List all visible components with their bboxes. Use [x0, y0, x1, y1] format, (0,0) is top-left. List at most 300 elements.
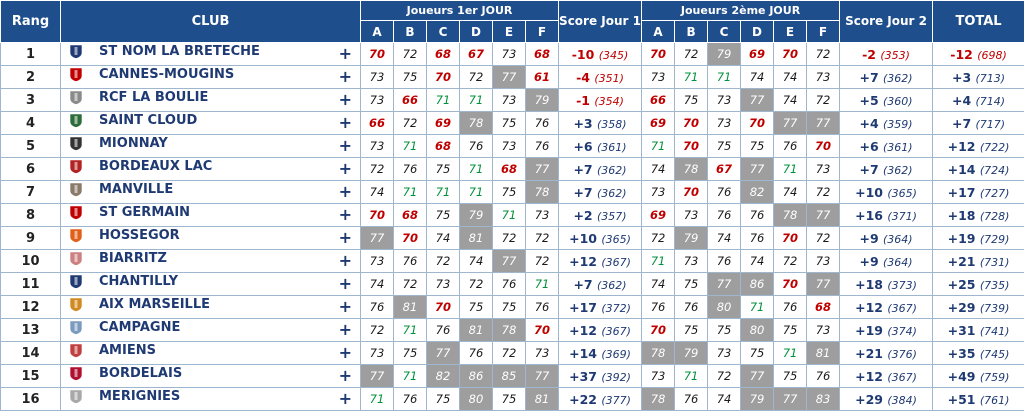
player-score-cell: 72 [807, 89, 840, 112]
player-score-cell: 75 [675, 273, 708, 296]
player-score-cell: 76 [708, 204, 741, 227]
player-d-header: D [741, 21, 774, 43]
player-score-cell: 73 [807, 250, 840, 273]
player-score-cell: 77 [361, 227, 394, 250]
player-score-cell: 70 [526, 319, 559, 342]
total-value: +29 [947, 299, 976, 315]
score-day2-value: +18 [855, 276, 883, 292]
player-score-cell: 78 [493, 319, 526, 342]
club-name: MIONNAY [99, 136, 168, 151]
score-day1-strokes: (392) [601, 370, 631, 384]
total-strokes: (713) [975, 71, 1006, 85]
score-day2-strokes: (376) [887, 347, 917, 361]
player-score-cell: 74 [774, 89, 807, 112]
rank-cell: 13 [1, 319, 61, 342]
total-strokes: (727) [979, 186, 1010, 200]
player-score-cell: 75 [427, 388, 460, 411]
club-name: CAMPAGNE [99, 320, 181, 335]
player-score-cell: 71 [394, 181, 427, 204]
player-score-cell: 71 [526, 273, 559, 296]
expand-plus-icon[interactable]: + [338, 389, 352, 408]
score-day1-value: +7 [573, 184, 593, 200]
score-day2-cell [840, 273, 933, 296]
score-day1-value: +17 [569, 299, 597, 315]
player-score-cell: 71 [774, 342, 807, 365]
player-score-cell: 68 [427, 135, 460, 158]
score-day1-strokes: (362) [596, 163, 627, 177]
score-day1-cell [559, 135, 642, 158]
score-day1-strokes: (377) [601, 393, 631, 407]
score-day1-strokes: (369) [601, 347, 631, 361]
total-cell [933, 158, 1024, 181]
crest-icon [69, 320, 83, 335]
player-score-cell: 71 [642, 135, 675, 158]
score-day1-value: +7 [573, 161, 593, 177]
player-score-cell: 77 [741, 158, 774, 181]
player-b-header: B [394, 21, 427, 43]
score-day2-cell [840, 89, 933, 112]
player-score-cell: 76 [807, 365, 840, 388]
score-day1-strokes: (351) [594, 71, 624, 85]
player-score-cell: 77 [493, 66, 526, 89]
table-row [1, 227, 1024, 250]
player-score-cell: 71 [741, 296, 774, 319]
player-score-cell: 69 [642, 112, 675, 135]
score-day2-strokes: (374) [887, 324, 917, 338]
player-score-cell: 81 [526, 388, 559, 411]
player-score-cell: 77 [708, 273, 741, 296]
table-row [1, 342, 1024, 365]
player-score-cell: 80 [708, 296, 741, 319]
expand-plus-icon[interactable]: + [338, 159, 352, 178]
player-score-cell: 71 [774, 158, 807, 181]
table-row [1, 181, 1024, 204]
score-day1-cell [559, 319, 642, 342]
player-score-cell: 76 [394, 388, 427, 411]
rank-cell: 14 [1, 342, 61, 365]
player-score-cell: 74 [361, 273, 394, 296]
total-strokes: (759) [979, 370, 1010, 384]
table-row [1, 204, 1024, 227]
player-score-cell: 78 [642, 342, 675, 365]
player-score-cell: 76 [741, 204, 774, 227]
total-cell [933, 250, 1024, 273]
score-day2-value: +12 [855, 299, 883, 315]
expand-plus-icon[interactable]: + [338, 228, 352, 247]
player-score-cell: 71 [460, 89, 493, 112]
player-score-cell: 83 [807, 388, 840, 411]
score-day1-cell [559, 296, 642, 319]
total-cell [933, 135, 1024, 158]
score-day2-value: +19 [855, 322, 883, 338]
player-score-cell: 73 [675, 204, 708, 227]
player-c-header: C [427, 21, 460, 43]
expand-plus-icon[interactable]: + [338, 366, 352, 385]
player-score-cell: 73 [361, 250, 394, 273]
player-score-cell: 76 [394, 250, 427, 273]
player-score-cell: 77 [427, 342, 460, 365]
player-score-cell: 70 [394, 227, 427, 250]
player-score-cell: 74 [741, 66, 774, 89]
player-score-cell: 74 [427, 227, 460, 250]
expand-plus-icon[interactable]: + [338, 205, 352, 224]
total-strokes: (728) [979, 209, 1010, 223]
score-day1-value: +3 [573, 115, 593, 131]
player-score-cell: 75 [493, 388, 526, 411]
score-day1-cell [559, 181, 642, 204]
total-value: +21 [947, 253, 976, 269]
club-name: AMIENS [99, 343, 156, 358]
player-score-cell: 75 [741, 135, 774, 158]
tree-crest-icon [69, 113, 83, 128]
club-name: BIARRITZ [99, 251, 167, 266]
club-cell [61, 296, 361, 319]
cross-crest-icon [69, 90, 83, 105]
shield-icon [69, 44, 83, 59]
rank-cell: 7 [1, 181, 61, 204]
score-day2-strokes: (362) [883, 71, 913, 85]
club-cell [61, 89, 361, 112]
player-score-cell: 76 [361, 296, 394, 319]
player-score-cell: 73 [361, 66, 394, 89]
rank-cell: 10 [1, 250, 61, 273]
expand-plus-icon[interactable]: + [338, 251, 352, 270]
player-score-cell: 61 [526, 66, 559, 89]
player-score-cell: 73 [427, 273, 460, 296]
player-score-cell: 74 [741, 250, 774, 273]
player-score-cell: 72 [394, 43, 427, 66]
player-score-cell: 71 [427, 181, 460, 204]
total-strokes: (698) [977, 48, 1007, 62]
score-day2-cell [840, 112, 933, 135]
club-header: CLUB [61, 1, 361, 43]
player-score-cell: 73 [708, 112, 741, 135]
player-score-cell: 66 [361, 112, 394, 135]
club-cell [61, 135, 361, 158]
player-score-cell: 72 [774, 250, 807, 273]
club-cell [61, 250, 361, 273]
score-day2-strokes: (367) [887, 370, 917, 384]
score-day2-value: +16 [855, 207, 883, 223]
club-cell [61, 388, 361, 411]
rank-cell: 1 [1, 43, 61, 66]
score-day2-strokes: (373) [887, 278, 917, 292]
player-score-cell: 75 [427, 158, 460, 181]
player-score-cell: 71 [708, 66, 741, 89]
club-cell [61, 204, 361, 227]
score-day2-cell [840, 158, 933, 181]
score-day2-strokes: (361) [883, 140, 913, 154]
player-score-cell: 72 [361, 158, 394, 181]
expand-plus-icon[interactable]: + [338, 90, 352, 109]
total-value: +3 [951, 69, 972, 85]
player-score-cell: 71 [675, 365, 708, 388]
table-row [1, 365, 1024, 388]
score-day2-value: +7 [859, 69, 879, 85]
club-name: SAINT CLOUD [99, 113, 198, 128]
club-cell [61, 66, 361, 89]
player-score-cell: 79 [526, 89, 559, 112]
score-day2-strokes: (364) [883, 232, 913, 246]
player-score-cell: 72 [460, 273, 493, 296]
player-score-cell: 78 [642, 388, 675, 411]
player-score-cell: 75 [493, 296, 526, 319]
player-score-cell: 76 [708, 181, 741, 204]
score-day1-cell [559, 342, 642, 365]
score-day2-cell [840, 135, 933, 158]
player-score-cell: 76 [394, 158, 427, 181]
player-score-cell: 77 [526, 365, 559, 388]
player-score-cell: 78 [675, 158, 708, 181]
score-day1-value: +37 [569, 368, 597, 384]
score-day2-cell [840, 296, 933, 319]
total-value: +35 [947, 345, 976, 361]
player-score-cell: 70 [427, 66, 460, 89]
score-day2-cell [840, 204, 933, 227]
player-score-cell: 70 [361, 43, 394, 66]
player-score-cell: 71 [394, 135, 427, 158]
player-score-cell: 74 [774, 66, 807, 89]
score-day1-strokes: (357) [596, 209, 627, 223]
player-score-cell: 70 [361, 204, 394, 227]
expand-plus-icon[interactable]: + [338, 297, 352, 316]
score-day1-cell [559, 227, 642, 250]
score-day1-cell [559, 158, 642, 181]
score-day1-cell [559, 112, 642, 135]
club-cell [61, 342, 361, 365]
score-day2-value: +5 [859, 92, 879, 108]
player-score-cell: 76 [427, 319, 460, 342]
player-c-header: C [708, 21, 741, 43]
expand-plus-icon[interactable]: + [338, 182, 352, 201]
total-value: +17 [947, 184, 976, 200]
player-score-cell: 86 [741, 273, 774, 296]
total-cell [933, 227, 1024, 250]
player-score-cell: 68 [394, 204, 427, 227]
player-score-cell: 72 [460, 66, 493, 89]
score-day2-strokes: (384) [887, 393, 917, 407]
table-row [1, 66, 1024, 89]
score-day2-cell [840, 342, 933, 365]
club-cell [61, 365, 361, 388]
player-score-cell: 74 [642, 273, 675, 296]
table-row [1, 250, 1024, 273]
rank-cell: 8 [1, 204, 61, 227]
score-day2-value: +7 [859, 161, 879, 177]
player-score-cell: 75 [741, 342, 774, 365]
player-score-cell: 76 [675, 296, 708, 319]
player-score-cell: 69 [642, 204, 675, 227]
total-cell [933, 66, 1024, 89]
player-score-cell: 72 [807, 227, 840, 250]
score-day1-strokes: (362) [596, 278, 627, 292]
expand-plus-icon[interactable]: + [338, 274, 352, 293]
score-day1-cell [559, 89, 642, 112]
player-score-cell: 73 [642, 66, 675, 89]
rank-cell: 2 [1, 66, 61, 89]
player-score-cell: 70 [642, 319, 675, 342]
shield-icon [69, 274, 83, 289]
table-row [1, 158, 1024, 181]
player-score-cell: 68 [807, 296, 840, 319]
score-day2-cell [840, 43, 933, 66]
player-score-cell: 71 [394, 365, 427, 388]
player-score-cell: 78 [774, 204, 807, 227]
expand-plus-icon[interactable]: + [338, 343, 352, 362]
player-score-cell: 73 [708, 342, 741, 365]
score-day2-cell [840, 365, 933, 388]
club-name: CANNES-MOUGINS [99, 67, 235, 82]
player-score-cell: 80 [460, 388, 493, 411]
total-strokes: (729) [979, 232, 1010, 246]
rank-header: Rang [1, 1, 61, 43]
rank-cell: 16 [1, 388, 61, 411]
player-score-cell: 71 [642, 250, 675, 273]
player-score-cell: 73 [675, 250, 708, 273]
expand-plus-icon[interactable]: + [338, 136, 352, 155]
expand-plus-icon[interactable]: + [338, 67, 352, 86]
score-day2-strokes: (364) [883, 255, 913, 269]
player-score-cell: 70 [675, 181, 708, 204]
rank-cell: 4 [1, 112, 61, 135]
club-cell [61, 181, 361, 204]
player-score-cell: 73 [807, 66, 840, 89]
score-day1-value: +6 [573, 138, 593, 154]
table-row [1, 112, 1024, 135]
score-day1-cell [559, 43, 642, 66]
score-day1-strokes: (358) [596, 117, 627, 131]
player-score-cell: 71 [460, 158, 493, 181]
total-cell [933, 388, 1024, 411]
total-strokes: (714) [975, 94, 1006, 108]
score-day1-strokes: (372) [601, 301, 631, 315]
total-cell [933, 319, 1024, 342]
player-score-cell: 82 [427, 365, 460, 388]
player-score-cell: 75 [427, 204, 460, 227]
player-score-cell: 73 [361, 342, 394, 365]
total-header: TOTAL [933, 1, 1024, 43]
club-cell [61, 158, 361, 181]
shield-icon [69, 366, 83, 381]
shield-icon [69, 228, 83, 243]
player-score-cell: 72 [807, 43, 840, 66]
total-value: +12 [947, 138, 976, 154]
player-score-cell: 79 [675, 227, 708, 250]
player-score-cell: 70 [774, 227, 807, 250]
player-score-cell: 77 [741, 89, 774, 112]
total-value: +25 [947, 276, 976, 292]
total-cell [933, 342, 1024, 365]
player-score-cell: 76 [526, 112, 559, 135]
player-score-cell: 76 [675, 388, 708, 411]
score-day2-strokes: (365) [887, 186, 917, 200]
player-score-cell: 70 [774, 273, 807, 296]
player-score-cell: 71 [493, 204, 526, 227]
score-day2-value: +9 [859, 253, 879, 269]
player-score-cell: 74 [361, 181, 394, 204]
player-score-cell: 70 [774, 43, 807, 66]
player-score-cell: 77 [526, 158, 559, 181]
player-score-cell: 73 [361, 135, 394, 158]
player-score-cell: 76 [460, 135, 493, 158]
player-score-cell: 74 [774, 181, 807, 204]
table-row [1, 296, 1024, 319]
player-score-cell: 79 [675, 342, 708, 365]
player-score-cell: 72 [394, 273, 427, 296]
player-score-cell: 77 [774, 112, 807, 135]
score-day2-strokes: (367) [887, 301, 917, 315]
score-day1-value: +12 [569, 253, 597, 269]
club-cell [61, 319, 361, 342]
score-day1-value: +7 [573, 276, 593, 292]
player-score-cell: 81 [460, 319, 493, 342]
player-score-cell: 77 [493, 250, 526, 273]
score-day2-strokes: (362) [883, 163, 913, 177]
player-score-cell: 74 [708, 227, 741, 250]
expand-plus-icon[interactable]: + [338, 113, 352, 132]
club-name: HOSSEGOR [99, 228, 180, 243]
score-day1-header: Score Jour 1 [559, 1, 642, 43]
table-row [1, 43, 1024, 66]
score-day1-cell [559, 66, 642, 89]
total-strokes: (722) [979, 140, 1010, 154]
player-score-cell: 75 [675, 319, 708, 342]
player-score-cell: 75 [774, 319, 807, 342]
player-score-cell: 75 [708, 319, 741, 342]
score-day1-cell [559, 250, 642, 273]
score-day2-value: -2 [862, 46, 876, 62]
player-score-cell: 73 [526, 204, 559, 227]
player-score-cell: 71 [675, 66, 708, 89]
player-score-cell: 73 [493, 135, 526, 158]
player-score-cell: 73 [493, 89, 526, 112]
total-cell [933, 112, 1024, 135]
score-day1-strokes: (345) [598, 48, 629, 62]
player-score-cell: 74 [460, 250, 493, 273]
expand-plus-icon[interactable]: + [338, 320, 352, 339]
player-score-cell: 76 [460, 342, 493, 365]
player-score-cell: 71 [394, 319, 427, 342]
player-score-cell: 70 [427, 296, 460, 319]
score-day2-value: +21 [855, 345, 883, 361]
club-name: BORDELAIS [99, 366, 183, 381]
score-day2-value: +10 [855, 184, 883, 200]
player-score-cell: 72 [427, 250, 460, 273]
expand-plus-icon[interactable]: + [338, 44, 352, 63]
player-score-cell: 77 [807, 273, 840, 296]
club-name: BORDEAUX LAC [99, 159, 213, 174]
player-score-cell: 79 [708, 43, 741, 66]
player-score-cell: 73 [493, 43, 526, 66]
rank-cell: 11 [1, 273, 61, 296]
player-score-cell: 75 [493, 181, 526, 204]
player-score-cell: 75 [460, 296, 493, 319]
shield-icon [69, 205, 83, 220]
total-strokes: (761) [979, 393, 1010, 407]
player-score-cell: 73 [708, 89, 741, 112]
score-day2-value: +29 [855, 391, 883, 407]
player-score-cell: 72 [807, 181, 840, 204]
player-f-header: F [526, 21, 559, 43]
player-score-cell: 70 [807, 135, 840, 158]
player-score-cell: 70 [741, 112, 774, 135]
club-name: MANVILLE [99, 182, 174, 197]
score-day1-cell [559, 388, 642, 411]
score-day2-value: +4 [859, 115, 879, 131]
score-day1-value: -4 [576, 69, 590, 85]
player-e-header: E [774, 21, 807, 43]
score-day2-cell [840, 388, 933, 411]
